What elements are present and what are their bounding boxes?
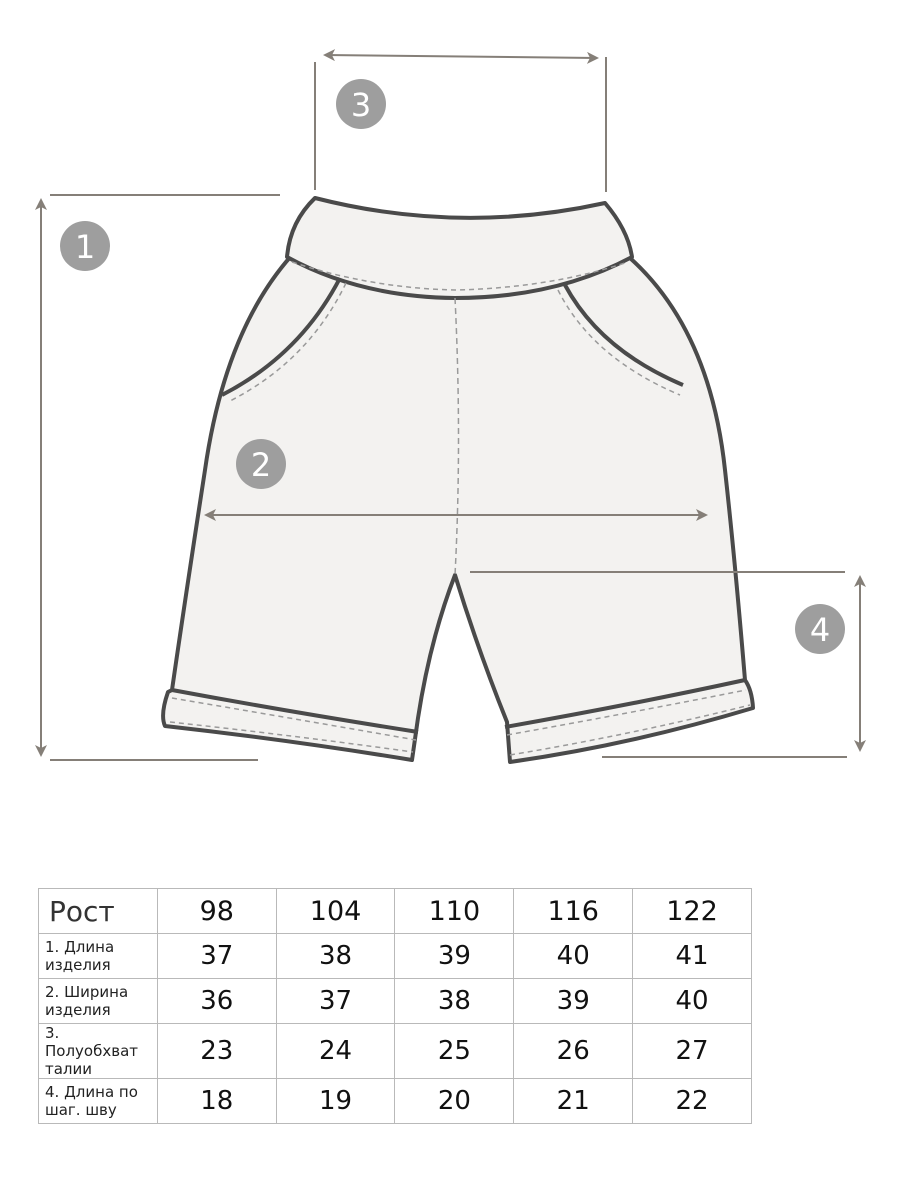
size-header: 104 bbox=[276, 889, 395, 934]
table-row bbox=[39, 1079, 752, 1124]
marker-badge-1 bbox=[60, 221, 110, 271]
header-label: Рост bbox=[39, 889, 158, 934]
table-cell: 23 bbox=[157, 1024, 276, 1079]
table-header-row bbox=[39, 889, 752, 934]
table-cell: 21 bbox=[514, 1079, 633, 1124]
table-cell: 40 bbox=[633, 979, 752, 1024]
size-header: 98 bbox=[157, 889, 276, 934]
table-cell: 37 bbox=[157, 934, 276, 979]
table-cell: 38 bbox=[276, 934, 395, 979]
marker-label-4: 4 bbox=[809, 611, 831, 649]
marker-label-1: 1 bbox=[74, 228, 96, 266]
marker-label-3: 3 bbox=[350, 86, 372, 124]
row-label: 1. Длина изделия bbox=[39, 934, 158, 979]
table-row bbox=[39, 934, 752, 979]
table-cell: 40 bbox=[514, 934, 633, 979]
table-cell: 18 bbox=[157, 1079, 276, 1124]
size-header: 110 bbox=[395, 889, 514, 934]
table-row bbox=[39, 979, 752, 1024]
row-label: 4. Длина по шаг. шву bbox=[39, 1079, 158, 1124]
table-cell: 22 bbox=[633, 1079, 752, 1124]
table-cell: 25 bbox=[395, 1024, 514, 1079]
table-cell: 26 bbox=[514, 1024, 633, 1079]
size-header: 122 bbox=[633, 889, 752, 934]
table-cell: 38 bbox=[395, 979, 514, 1024]
marker-label-2: 2 bbox=[250, 446, 272, 484]
marker-badge-3 bbox=[336, 79, 386, 129]
table-cell: 19 bbox=[276, 1079, 395, 1124]
marker-badge-4 bbox=[795, 604, 845, 654]
table-cell: 39 bbox=[514, 979, 633, 1024]
table-cell: 36 bbox=[157, 979, 276, 1024]
table-row bbox=[39, 1024, 752, 1079]
table-cell: 41 bbox=[633, 934, 752, 979]
table-cell: 39 bbox=[395, 934, 514, 979]
row-label: 3. Полуобхват талии bbox=[39, 1024, 158, 1079]
size-chart-table bbox=[38, 888, 752, 1124]
size-header: 116 bbox=[514, 889, 633, 934]
table-cell: 20 bbox=[395, 1079, 514, 1124]
table-cell: 27 bbox=[633, 1024, 752, 1079]
row-label: 2. Ширина изделия bbox=[39, 979, 158, 1024]
table-cell: 24 bbox=[276, 1024, 395, 1079]
marker-badge-2 bbox=[236, 439, 286, 489]
waist-arrow bbox=[325, 55, 597, 58]
table-cell: 37 bbox=[276, 979, 395, 1024]
